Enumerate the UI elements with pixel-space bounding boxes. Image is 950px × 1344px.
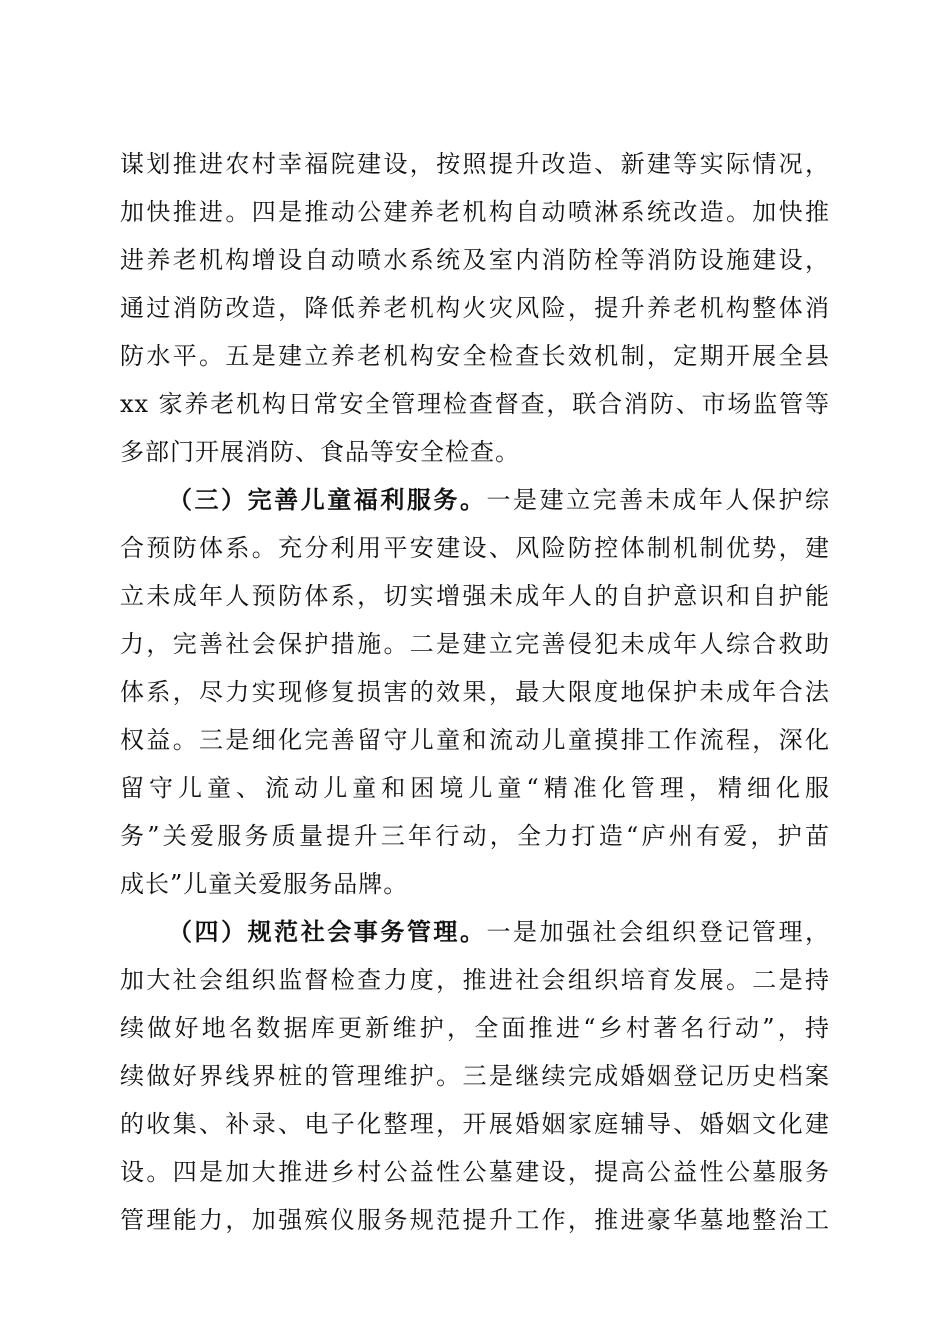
text-line: xx 家养老机构日常安全管理检查督查，联合消防、市场监管等 <box>120 390 830 418</box>
text-line: 加快推进。四是推动公建养老机构自动喷淋系统改造。加快推 <box>120 198 830 226</box>
text-line: 权益。三是细化完善留守儿童和流动儿童摸排工作流程，深化 <box>120 726 830 754</box>
text-line: 管理能力，加强殡仪服务规范提升工作，推进豪华墓地整治工 <box>120 1206 830 1234</box>
text-line: 设。四是加大推进乡村公益性公墓建设，提高公益性公墓服务 <box>120 1158 830 1186</box>
section-heading: （四）规范社会事务管理。 <box>168 918 487 946</box>
text-line: 续做好界线界桩的管理维护。三是继续完成婚姻登记历史档案 <box>120 1062 830 1090</box>
text-line: 谋划推进农村幸福院建设，按照提升改造、新建等实际情况， <box>120 150 830 178</box>
text-line: 的收集、补录、电子化整理，开展婚姻家庭辅导、婚姻文化建 <box>120 1110 830 1138</box>
section-text: 一是建立完善未成年人保护综 <box>486 486 830 514</box>
text-line: 多部门开展消防、食品等安全检查。 <box>120 438 520 466</box>
text-line: 续做好地名数据库更新维护，全面推进“乡村著名行动”，持 <box>120 1014 830 1042</box>
section-text: 一是加强社会组织登记管理， <box>486 918 830 946</box>
section-first-line <box>168 912 830 952</box>
section-heading: （三）完善儿童福利服务。 <box>168 486 487 514</box>
text-line: 合预防体系。充分利用平安建设、风险防控体制机制优势，建 <box>120 534 830 562</box>
text-line: 通过消防改造，降低养老机构火灾风险，提升养老机构整体消 <box>120 294 830 322</box>
text-line: 务”关爱服务质量提升三年行动，全力打造“庐州有爱，护苗 <box>120 822 830 850</box>
section-first-line <box>168 480 830 520</box>
text-line: 留守儿童、流动儿童和困境儿童“精准化管理，精细化服 <box>120 774 830 802</box>
text-line: 加大社会组织监督检查力度，推进社会组织培育发展。二是持 <box>120 966 830 994</box>
text-line: 体系，尽力实现修复损害的效果，最大限度地保护未成年合法 <box>120 678 830 706</box>
text-line: 成长”儿童关爱服务品牌。 <box>120 870 409 898</box>
text-line: 防水平。五是建立养老机构安全检查长效机制，定期开展全县 <box>120 342 830 370</box>
text-line: 力，完善社会保护措施。二是建立完善侵犯未成年人综合救助 <box>120 630 830 658</box>
text-line: 立未成年人预防体系，切实增强未成年人的自护意识和自护能 <box>120 582 830 610</box>
text-line: 进养老机构增设自动喷水系统及室内消防栓等消防设施建设， <box>120 246 830 274</box>
